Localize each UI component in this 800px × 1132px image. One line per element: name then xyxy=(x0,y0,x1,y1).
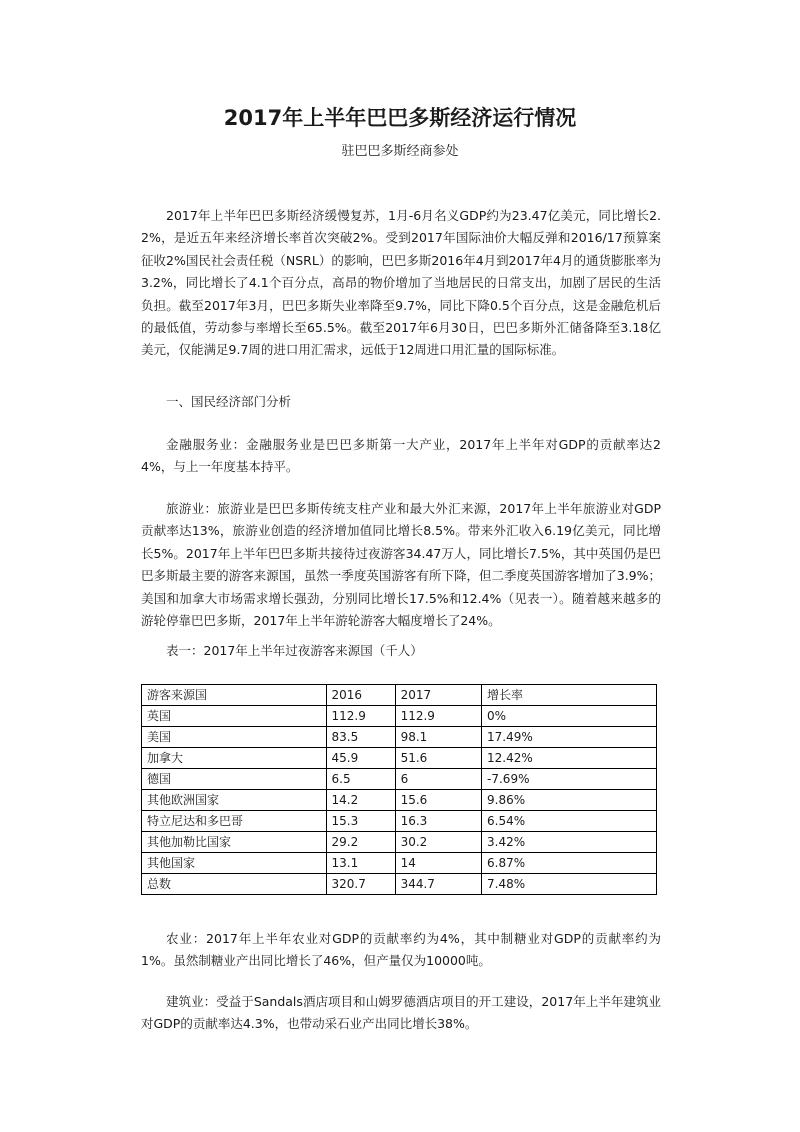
table-cell: 12.42% xyxy=(482,748,657,769)
table-cell: 344.7 xyxy=(395,874,481,895)
table-row xyxy=(142,790,657,811)
intro-paragraph: 2017年上半年巴巴多斯经济缓慢复苏，1月-6月名义GDP约为23.47亿美元，同比增长2.2%，是近五年来经济增长率首次突破2%。受到2017年国际油价大幅反弹和2016/17预算案征收2%国民社会责任税（NSRL）的影响，巴巴多斯2016年4月到2017年4月的通货膨胀率为3.2%，同比增长了4.1个百分点，高昂的物价增加了当地居民的日常支出，加剧了居民的生活负担。截至2017年3月，巴巴多斯失业率降至9.7%，同比下降0.5个百分点，这是金融危机后的最低值，劳动参与率增长至65.5%。截至2017年6月30日，巴巴多斯外汇储备降至3.18亿美元，仅能满足9.7周的进口用汇需求，远低于12周进口用汇量的国际标准。 xyxy=(141,208,661,358)
table-cell: 其他欧洲国家 xyxy=(142,790,327,811)
table-cell: 17.49% xyxy=(482,727,657,748)
table-cell: 29.2 xyxy=(326,832,395,853)
table-cell: 其他加勒比国家 xyxy=(142,832,327,853)
table-row xyxy=(142,853,657,874)
table-row xyxy=(142,769,657,790)
document-subtitle: 驻巴巴多斯经商参处 xyxy=(341,144,459,159)
tourist-source-table xyxy=(141,684,657,895)
table-row xyxy=(142,706,657,727)
table-cell: 德国 xyxy=(142,769,327,790)
table-cell: 45.9 xyxy=(326,748,395,769)
table-cell: 112.9 xyxy=(326,706,395,727)
section-heading: 一、国民经济部门分析 xyxy=(166,394,292,409)
tourism-paragraph: 旅游业：旅游业是巴巴多斯传统支柱产业和最大外汇来源，2017年上半年旅游业对GDP贡献率达13%，旅游业创造的经济增加值同比增长8.5%。带来外汇收入6.19亿美元，同比增长5%。2017年上半年巴巴多斯共接待过夜游客34.47万人，同比增长7.5%，其中英国仍是巴巴多斯最主要的游客来源国，虽然一季度英国游客有所下降，但二季度英国游客增加了3.9%；美国和加拿大市场需求增长强劲，分别同比增长17.5%和12.4%（见表一）。随着越来越多的游轮停靠巴巴多斯，2017年上半年游轮游客大幅度增长了24%。 xyxy=(141,501,661,629)
header-cell: 增长率 xyxy=(482,685,657,706)
table-cell: 30.2 xyxy=(395,832,481,853)
table-cell: 13.1 xyxy=(326,853,395,874)
construction-paragraph: 建筑业：受益于Sandals酒店项目和山姆罗德酒店项目的开工建设，2017年上半年建筑业对GDP的贡献率达4.3%，也带动采石业产出同比增长38%。 xyxy=(141,994,661,1032)
table-cell: -7.69% xyxy=(482,769,657,790)
table-cell: 98.1 xyxy=(395,727,481,748)
table-row xyxy=(142,748,657,769)
table-cell: 320.7 xyxy=(326,874,395,895)
table-cell: 6 xyxy=(395,769,481,790)
table-cell: 加拿大 xyxy=(142,748,327,769)
table-cell: 14.2 xyxy=(326,790,395,811)
table-cell: 3.42% xyxy=(482,832,657,853)
table-header-row xyxy=(142,685,657,706)
table-cell: 其他国家 xyxy=(142,853,327,874)
table-caption: 表一：2017年上半年过夜游客来源国（千人） xyxy=(166,643,423,658)
table-row xyxy=(142,811,657,832)
table-cell: 7.48% xyxy=(482,874,657,895)
table-row xyxy=(142,874,657,895)
table-row xyxy=(142,832,657,853)
table-cell: 15.3 xyxy=(326,811,395,832)
header-cell: 游客来源国 xyxy=(142,685,327,706)
table-cell: 6.54% xyxy=(482,811,657,832)
table-cell: 0% xyxy=(482,706,657,727)
table-cell: 6.87% xyxy=(482,853,657,874)
agriculture-paragraph: 农业：2017年上半年农业对GDP的贡献率约为4%，其中制糖业对GDP的贡献率约为1%。虽然制糖业产出同比增长了46%，但产量仅为10000吨。 xyxy=(141,931,661,969)
table-cell: 14 xyxy=(395,853,481,874)
document-title: 2017年上半年巴巴多斯经济运行情况 xyxy=(223,106,577,130)
table-cell: 总数 xyxy=(142,874,327,895)
header-cell: 2016 xyxy=(326,685,395,706)
table-cell: 特立尼达和多巴哥 xyxy=(142,811,327,832)
finance-paragraph: 金融服务业：金融服务业是巴巴多斯第一大产业，2017年上半年对GDP的贡献率达24%，与上一年度基本持平。 xyxy=(141,437,661,475)
table-cell: 16.3 xyxy=(395,811,481,832)
table-cell: 美国 xyxy=(142,727,327,748)
table-cell: 9.86% xyxy=(482,790,657,811)
table-cell: 83.5 xyxy=(326,727,395,748)
table-row xyxy=(142,727,657,748)
table-cell: 15.6 xyxy=(395,790,481,811)
table-cell: 英国 xyxy=(142,706,327,727)
table-cell: 51.6 xyxy=(395,748,481,769)
table-cell: 112.9 xyxy=(395,706,481,727)
table-cell: 6.5 xyxy=(326,769,395,790)
header-cell: 2017 xyxy=(395,685,481,706)
